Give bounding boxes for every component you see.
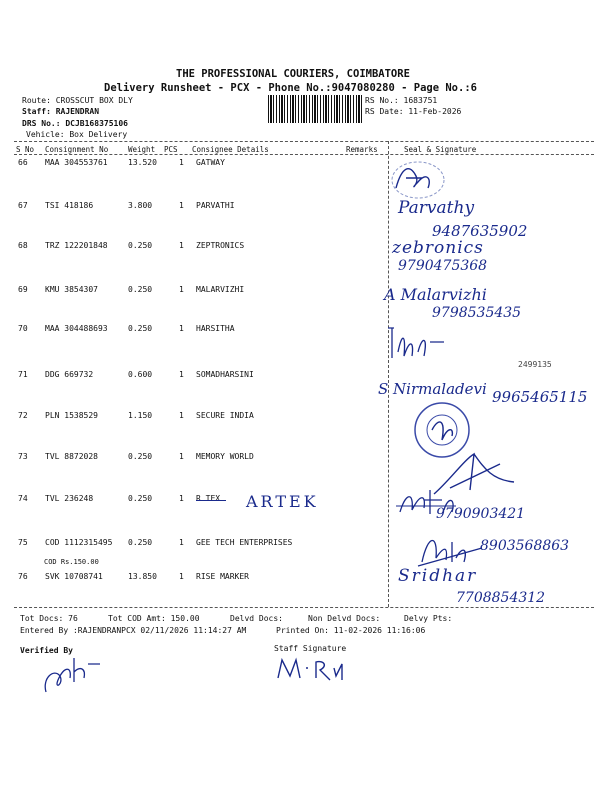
row-pcs: 1 (179, 538, 184, 547)
row-consignee: ZEPTRONICS (196, 241, 245, 250)
row-pcs: 1 (179, 324, 184, 333)
col-consignment: Consignment No (45, 145, 109, 154)
row-consignment: TVL 236248 (45, 494, 94, 503)
row-weight: 0.250 (128, 241, 153, 250)
row-pcs: 1 (179, 411, 184, 420)
row-consignment: TSI 418186 (45, 201, 94, 210)
signature-harsitha (384, 322, 454, 362)
row-sno: 68 (18, 241, 28, 250)
row-sno: 74 (18, 494, 28, 503)
header-rule-bottom (14, 154, 594, 155)
row-pcs: 1 (179, 158, 184, 167)
signature-geetech (416, 528, 486, 572)
route-label: Route: CROSSCUT BOX DLY (22, 96, 133, 105)
delvd-docs: Delvd Docs: (230, 614, 283, 623)
row-consignment: PLN 1538529 (45, 411, 98, 420)
signature-gatway (388, 158, 448, 200)
row-sno: 69 (18, 285, 28, 294)
row-pcs: 1 (179, 572, 184, 581)
tot-cod-amt: Tot COD Amt: 150.00 (108, 614, 200, 623)
hw-zebronics-phone: 9790475368 (398, 258, 488, 274)
row-consignment: TVL 8872028 (45, 452, 98, 461)
row-consignment: SVK 10708741 (45, 572, 103, 581)
row-pcs: 1 (179, 494, 184, 503)
drs-number: DRS No.: DCJB168375106 (22, 119, 128, 128)
vehicle-label: Vehicle: Box Delivery (26, 130, 128, 139)
row-consignment: TRZ 122201848 (45, 241, 108, 250)
row-consignment: MAA 304553761 (45, 158, 108, 167)
barcode (268, 95, 363, 123)
hw-zebronics: zebronics (392, 238, 484, 258)
row-sno: 72 (18, 411, 28, 420)
cod-note: COD Rs.150.00 (44, 558, 99, 566)
hw-sridhar-phone: 7708854312 (456, 590, 546, 606)
rtex-strikethrough (196, 500, 226, 501)
row-weight: 0.250 (128, 285, 153, 294)
row-weight: 0.250 (128, 324, 153, 333)
row-pcs: 1 (179, 452, 184, 461)
printed-on: Printed On: 11-02-2026 11:16:06 (276, 626, 426, 635)
entered-by: Entered By :RAJENDRANPCX 02/11/2026 11:14:27 AM (20, 626, 247, 635)
row-consignment: COD 1112315495 (45, 538, 113, 547)
row-sno: 73 (18, 452, 28, 461)
col-sno: S No (16, 145, 35, 154)
col-weight: Weight (128, 145, 156, 154)
row-consignment: DDG 669732 (45, 370, 94, 379)
row-sno: 76 (18, 572, 28, 581)
row-weight: 13.850 (128, 572, 157, 581)
row-consignee: MEMORY WORLD (196, 452, 254, 461)
runsheet-subtitle: Delivery Runsheet - PCX - Phone No.:9047080280 - Page No.:6 (104, 82, 477, 94)
header-rule-top (14, 141, 594, 142)
row-pcs: 1 (179, 201, 184, 210)
row-pcs: 1 (179, 285, 184, 294)
hw-geetech-phone: 8903568863 (480, 538, 570, 554)
row-weight: 0.250 (128, 494, 153, 503)
row-consignment: KMU 3854307 (45, 285, 98, 294)
tot-docs: Tot Docs: 76 (20, 614, 78, 623)
verified-by-signature (40, 654, 110, 698)
row-sno: 66 (18, 158, 28, 167)
row-consignee: GEE TECH ENTERPRISES (196, 538, 293, 547)
row-consignee: SOMADHARSINI (196, 370, 254, 379)
hw-rtex-phone: 9790903421 (436, 506, 526, 522)
hw-malarvizhi-phone: 9798535435 (432, 305, 522, 321)
row-consignee: MALARVIZHI (196, 285, 245, 294)
hw-nirmaladevi-phone: 9965465115 (492, 388, 588, 406)
row-weight: 3.800 (128, 201, 153, 210)
row-weight: 0.250 (128, 538, 153, 547)
delvy-pts: Delvy Pts: (404, 614, 453, 623)
staff-signature (272, 654, 362, 684)
row-weight: 1.150 (128, 411, 153, 420)
row-weight: 0.250 (128, 452, 153, 461)
stamp-fragment: 2499135 (518, 360, 552, 369)
col-seal: Seal & Signature (404, 145, 477, 154)
hw-malarvizhi: A Malarvizhi (384, 285, 487, 304)
non-delvd-docs: Non Delvd Docs: (308, 614, 381, 623)
row-sno: 71 (18, 370, 28, 379)
company-title: THE PROFESSIONAL COURIERS, COIMBATORE (176, 68, 410, 80)
footer-rule (14, 607, 594, 608)
row-sno: 67 (18, 201, 28, 210)
row-sno: 75 (18, 538, 28, 547)
staff-signature-label: Staff Signature (274, 644, 347, 653)
row-consignment: MAA 304488693 (45, 324, 108, 333)
hw-nirmaladevi: S Nirmaladevi (378, 380, 487, 398)
row-pcs: 1 (179, 370, 184, 379)
row-pcs: 1 (179, 241, 184, 250)
row-weight: 0.600 (128, 370, 153, 379)
hw-artek: ARTEK (246, 492, 319, 511)
row-weight: 13.520 (128, 158, 157, 167)
signature-rtex (396, 484, 466, 524)
col-remarks: Remarks (346, 145, 378, 154)
hw-sridhar: Sridhar (398, 566, 478, 586)
row-consignee: GATWAY (196, 158, 225, 167)
rs-number: RS No.: 1683751 (365, 96, 438, 105)
row-consignee: SECURE INDIA (196, 411, 254, 420)
verified-by-label: Verified By (20, 646, 73, 655)
row-consignee: RISE MARKER (196, 572, 249, 581)
signature-column-divider (388, 141, 389, 607)
hw-parvathy-phone: 9487635902 (432, 222, 528, 240)
row-consignee: PARVATHI (196, 201, 235, 210)
rs-date: RS Date: 11-Feb-2026 (365, 107, 462, 116)
row-consignee: R TEX (196, 494, 221, 503)
row-sno: 70 (18, 324, 28, 333)
staff-label: Staff: RAJENDRAN (22, 107, 100, 116)
hw-parvathy: Parvathy (398, 198, 475, 218)
col-consignee: Consignee Details (192, 145, 269, 154)
row-consignee: HARSITHA (196, 324, 235, 333)
col-pcs: PCS (164, 145, 178, 154)
